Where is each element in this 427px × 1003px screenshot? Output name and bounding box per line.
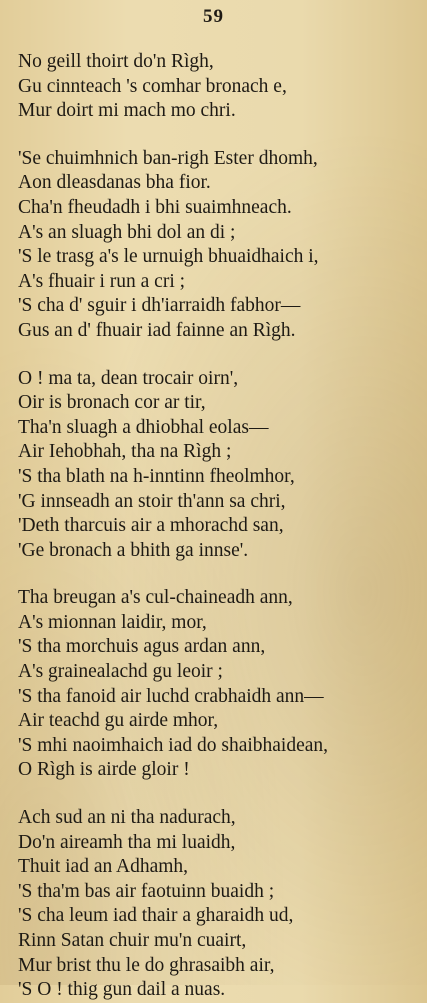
verse-line: Aon dleasdanas bha fior.	[18, 172, 211, 194]
verse-line: 'Se chuimhnich ban-righ Ester dhomh,	[18, 147, 318, 169]
verse-line: A's mionnan laidir, mor,	[18, 611, 207, 633]
verse-line: Gu cinnteach 's comhar bronach e,	[18, 75, 287, 97]
verse-line: 'S mhi naoimhaich iad do shaibhaidean,	[18, 734, 329, 756]
verse-line: Tha'n sluagh a dhiobhal eolas—	[18, 416, 269, 438]
stanza-1	[18, 50, 418, 124]
stanza-3	[18, 367, 418, 564]
verse-line: A's an sluagh bhi dol an di ;	[18, 221, 236, 243]
verse-line: 'S tha morchuis agus ardan ann,	[18, 636, 266, 658]
verse-line: Ach sud an ni tha nadurach,	[18, 807, 236, 829]
verse-line: Gus an d' fhuair iad fainne an Rìgh.	[18, 319, 296, 341]
verse-line: 'S tha fanoid air luchd crabhaidh ann—	[18, 685, 324, 707]
verse-line: Air teachd gu airde mhor,	[18, 710, 219, 732]
verse-line: 'S cha d' sguir i dh'iarraidh fabhor—	[18, 295, 301, 317]
verse-line: A's fhuair i run a cri ;	[18, 270, 186, 292]
verse-line: Air Iehobhah, tha na Rìgh ;	[18, 441, 232, 463]
poem-body	[18, 50, 418, 1003]
verse-line: 'S le trasg a's le urnuigh bhuaidhaich i,	[18, 246, 319, 268]
stanza-5	[18, 806, 418, 1003]
verse-line: Rinn Satan chuir mu'n cuairt,	[18, 930, 247, 951]
stanza-2	[18, 147, 418, 344]
verse-line: O ! ma ta, dean trocair oirn',	[18, 367, 239, 389]
verse-line: Tha breugan a's cul-chaineadh ann,	[18, 587, 293, 609]
verse-line: Cha'n fheudadh i bhi suaimhneach.	[18, 196, 292, 218]
verse-line: 'S cha leum iad thair a gharaidh ud,	[18, 905, 294, 927]
verse-line: 'S tha blath na h-inntinn fheolmhor,	[18, 465, 295, 487]
verse-line: Do'n aireamh tha mi luaidh,	[18, 831, 236, 853]
verse-line: Thuit iad an Adhamh,	[18, 856, 189, 878]
verse-line: 'S O ! thig gun dail a nuas.	[18, 979, 226, 1001]
verse-line: Oir is bronach cor ar tir,	[18, 392, 206, 414]
verse-line: Mur doirt mi mach mo chri.	[18, 100, 236, 122]
verse-line: 'S tha'm bas air faotuinn buaidh ;	[18, 880, 275, 902]
verse-line: No geill thoirt do'n Rìgh,	[18, 51, 214, 72]
verse-line: A's grainealachd gu leoir ;	[18, 661, 223, 683]
verse-line: 'Ge bronach a bhith ga innse'.	[18, 539, 249, 561]
verse-line: 'G innseadh an stoir th'ann sa chri,	[18, 490, 286, 512]
verse-line: O Rìgh is airde gloir !	[18, 759, 190, 781]
page-number: 59	[203, 6, 224, 27]
verse-line: 'Deth tharcuis air a mhorachd san,	[18, 515, 284, 537]
stanza-4	[18, 586, 418, 783]
verse-line: Mur brist thu le do ghrasaibh air,	[18, 954, 275, 976]
